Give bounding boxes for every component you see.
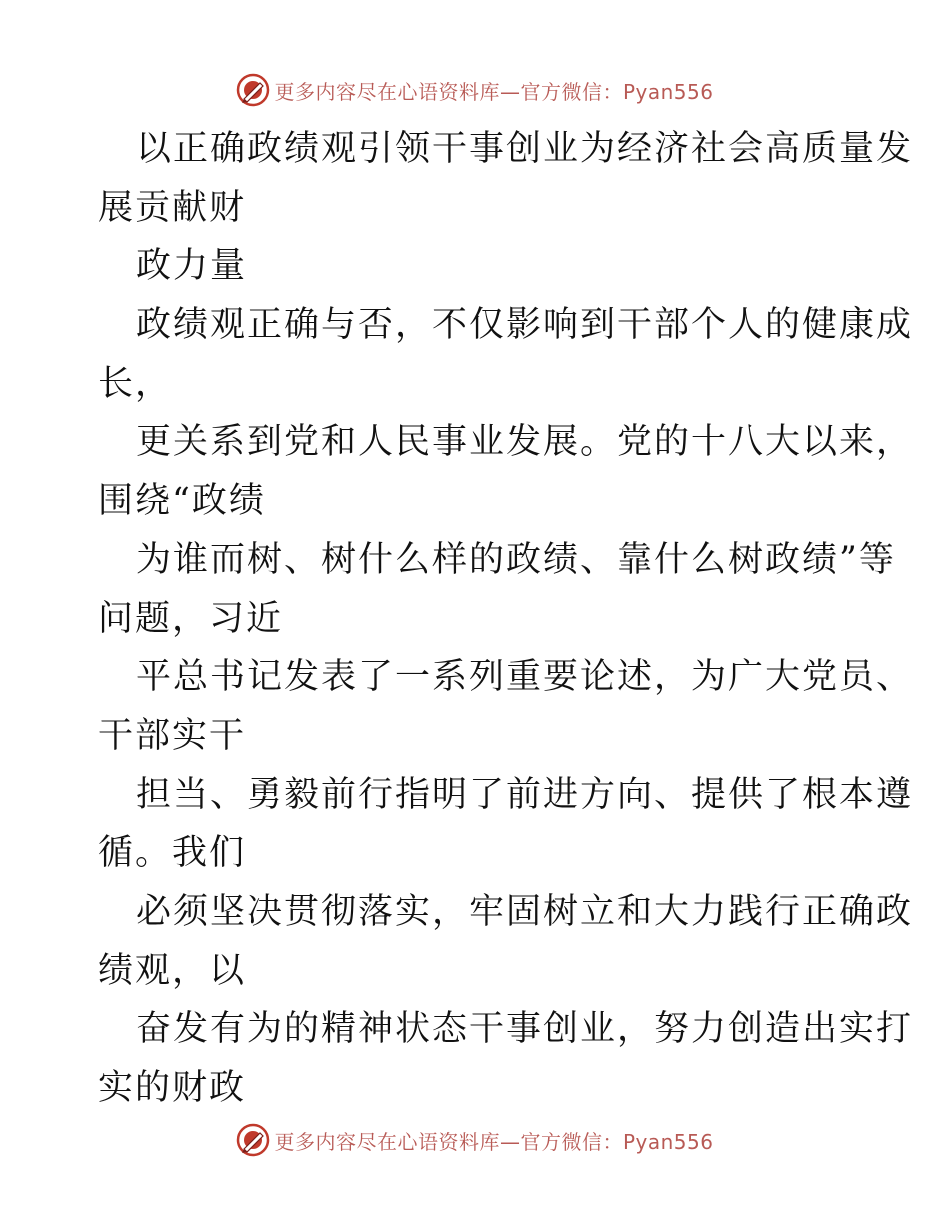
text-line: 循。我们 — [98, 833, 247, 874]
text-line: 干部实干 — [98, 715, 247, 756]
pen-logo-icon — [236, 1123, 270, 1157]
text-line: 政绩观正确与否，不仅影响到干部个人的健康成 — [136, 305, 914, 346]
text-line: 绩观，以 — [98, 950, 247, 991]
text-line: 必须坚决贯彻落实，牢固树立和大力践行正确政 — [136, 891, 914, 932]
text-line: 更关系到党和人民事业发展。党的十八大以来， — [136, 422, 914, 463]
text-line: 问题，习近 — [98, 598, 284, 639]
text-line: 奋发有为的精神状态干事创业，努力创造出实打 — [136, 1009, 914, 1050]
text-line: 政力量 — [136, 246, 248, 287]
text-line: 展贡献财 — [98, 187, 247, 228]
text-line: 以正确政绩观引领干事创业为经济社会高质量发 — [136, 129, 914, 169]
text-line: 长， — [98, 363, 173, 404]
text-line: 实的财政 — [98, 1068, 247, 1108]
text-line: 围绕“政绩 — [98, 481, 266, 522]
pen-logo-icon — [236, 73, 270, 107]
document-body — [98, 120, 914, 1118]
text-line: 平总书记发表了一系列重要论述，为广大党员、 — [136, 657, 914, 698]
text-line: 担当、勇毅前行指明了前进方向、提供了根本遵 — [136, 774, 914, 815]
header-banner-text: 更多内容尽在心语资料库—官方微信：Pyan556 — [274, 79, 714, 104]
header-banner — [0, 70, 950, 110]
footer-banner — [0, 1120, 950, 1160]
footer-banner-text: 更多内容尽在心语资料库—官方微信：Pyan556 — [274, 1129, 714, 1154]
text-line: 为谁而树、树什么样的政绩、靠什么树政绩”等 — [136, 539, 896, 580]
